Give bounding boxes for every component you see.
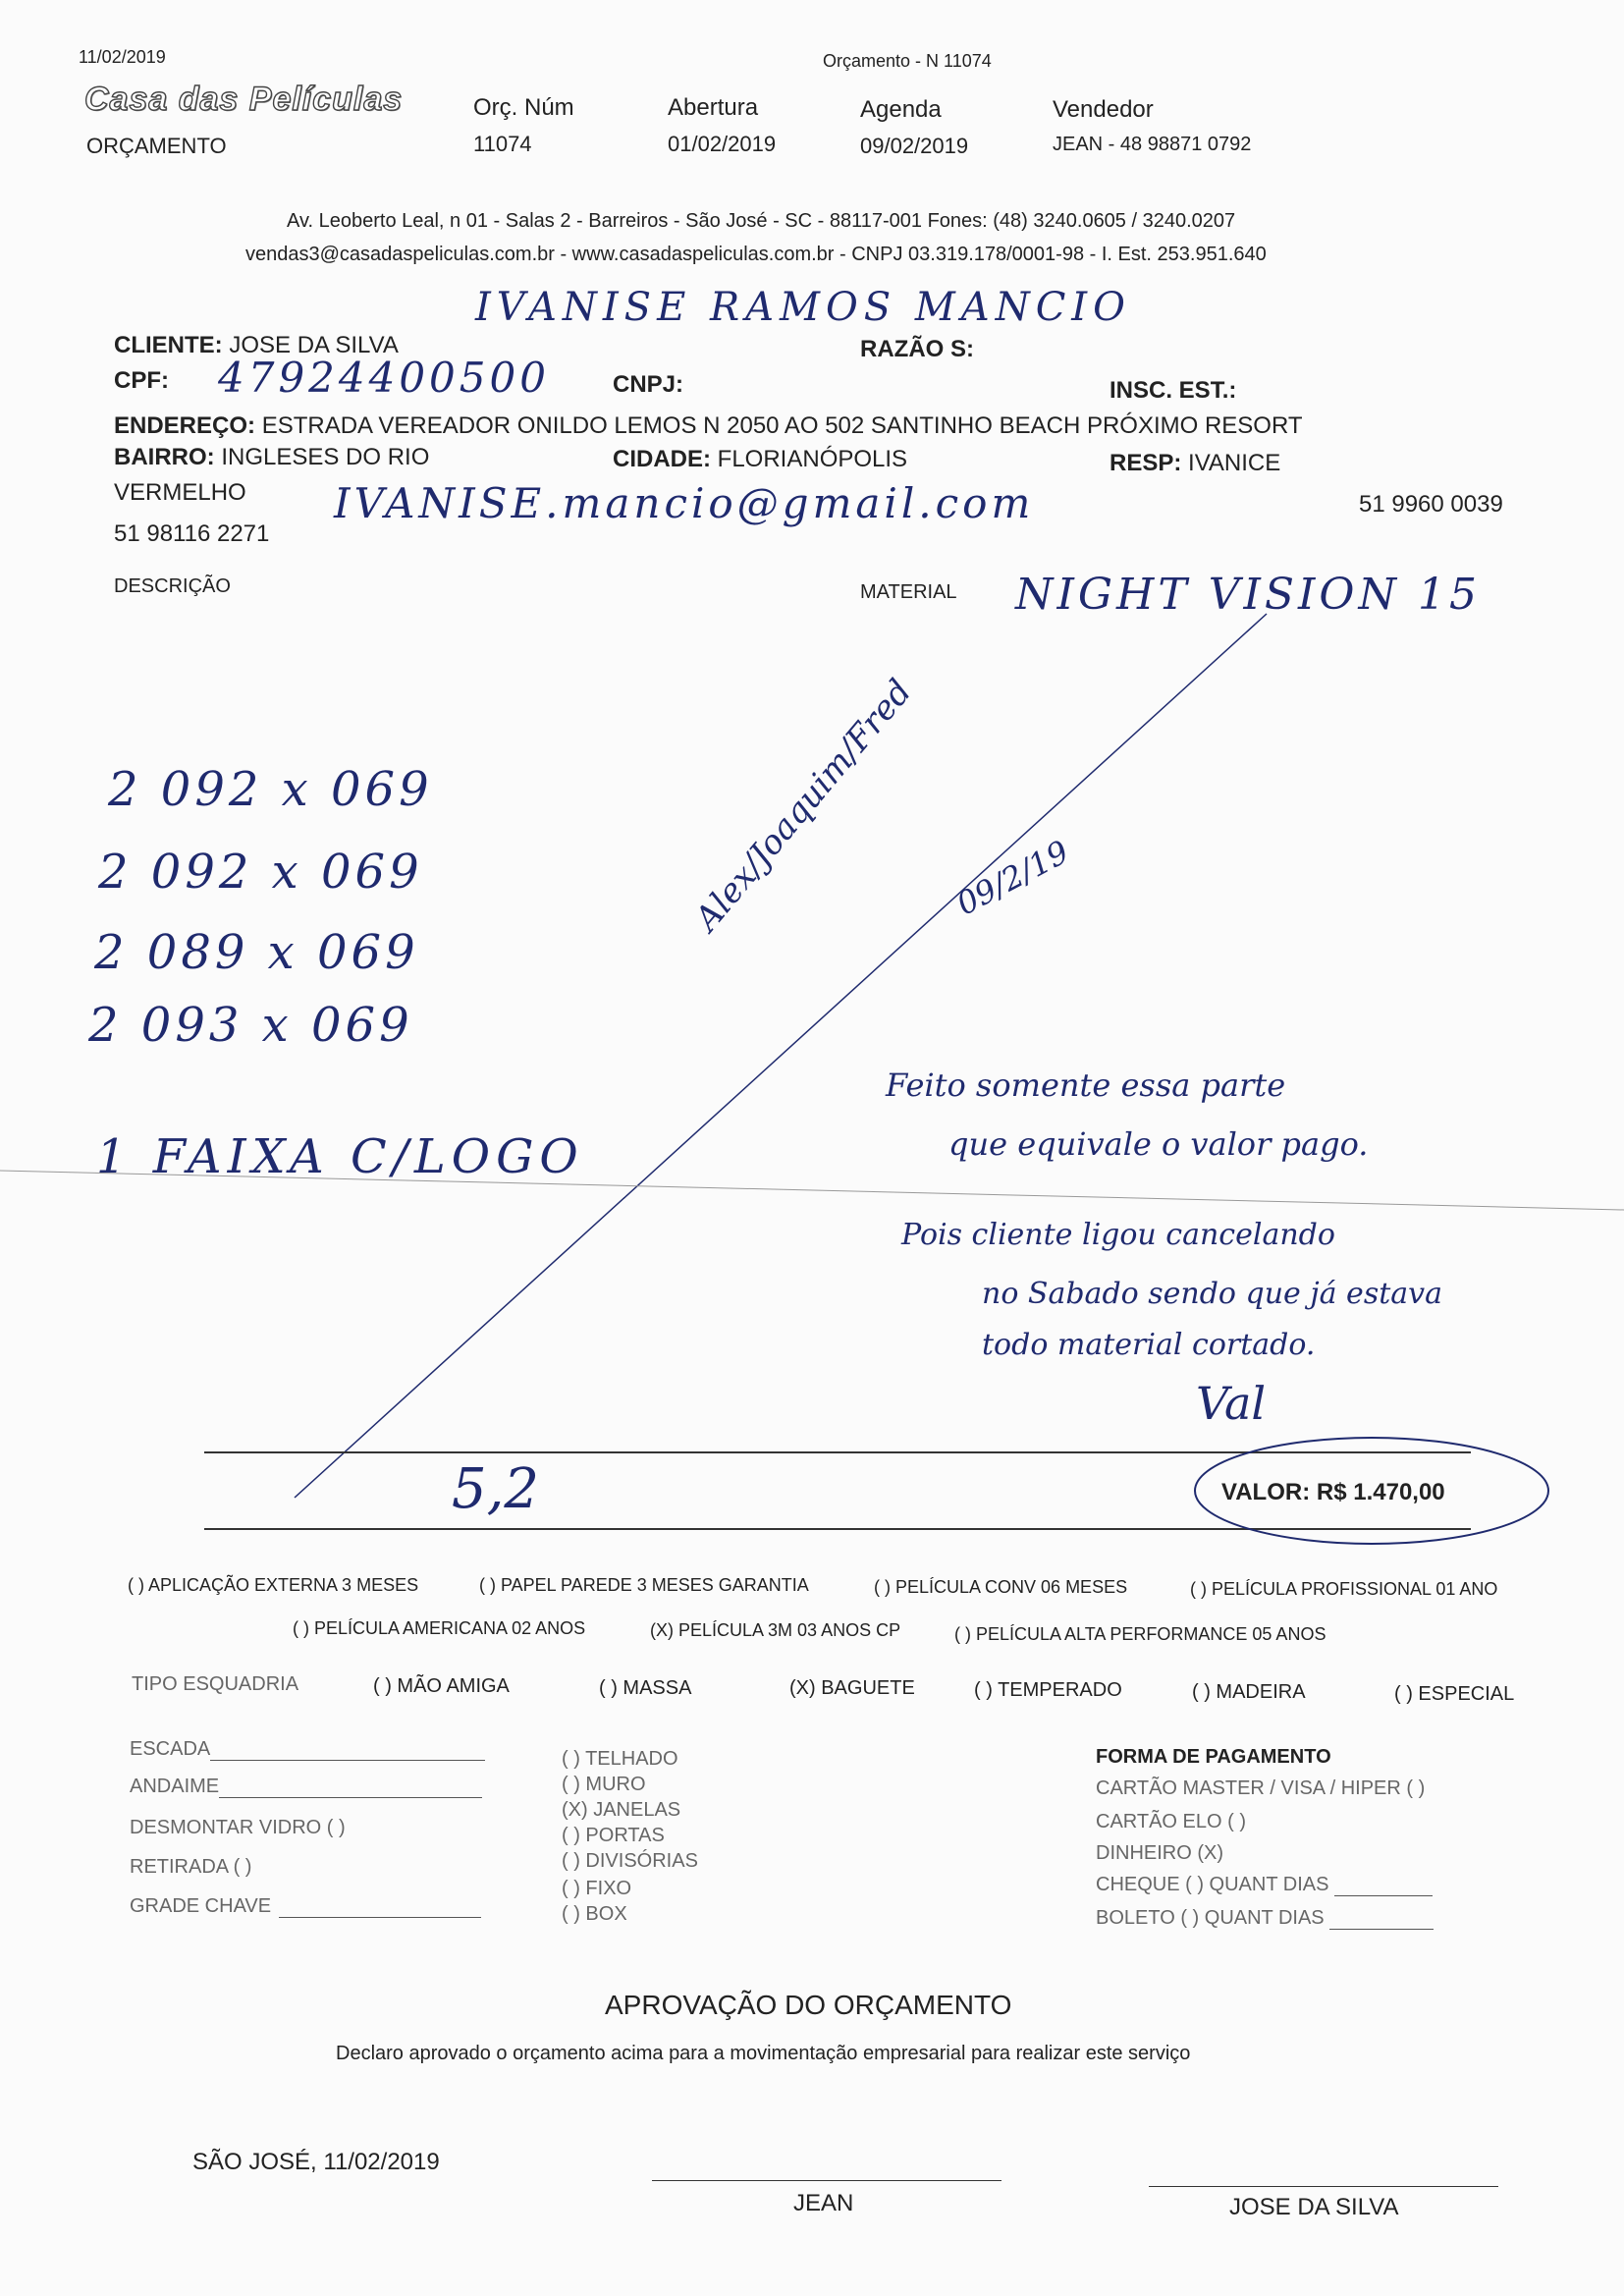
company-address: Av. Leoberto Leal, n 01 - Salas 2 - Barreiros - São José - SC - 88117-001 Fones: (48) 3240.0605 / 3240.0207	[287, 210, 1236, 232]
client-phone-2: 51 9960 0039	[1359, 491, 1503, 518]
signature-seller-name: JEAN	[793, 2190, 854, 2216]
cliente-field: CLIENTE: JOSE DA SILVA	[114, 332, 399, 358]
measure-line-4: 2 093 x 069	[88, 998, 413, 1053]
opt-massa[interactable]: ( ) MASSA	[599, 1677, 692, 1699]
bairro-field: BAIRRO: INGLESES DO RIO	[114, 444, 430, 470]
note-line-2: que equivale o valor pago.	[948, 1125, 1369, 1163]
client-phone-1: 51 98116 2271	[114, 520, 270, 547]
measure-line-3: 2 089 x 069	[94, 925, 419, 980]
faixa-line: 1 FAIXA C/LOGO	[96, 1129, 584, 1184]
opt-portas[interactable]: ( ) PORTAS	[562, 1825, 665, 1846]
bairro-continued: VERMELHO	[114, 479, 246, 506]
agenda-value: 09/02/2019	[860, 134, 969, 158]
approval-text: Declaro aprovado o orçamento acima para a movimentação empresarial para realizar este serviço	[336, 2043, 1191, 2064]
pay-cartao-elo[interactable]: CARTÃO ELO ( )	[1096, 1811, 1246, 1832]
opt-box[interactable]: ( ) BOX	[562, 1903, 627, 1925]
company-contacts: vendas3@casadaspeliculas.com.br - www.casadaspeliculas.com.br - CNPJ 03.319.178/0001-98 - I. Est. 253.951.640	[245, 244, 1267, 265]
opt-pelicula-alta-performance[interactable]: ( ) PELÍCULA ALTA PERFORMANCE 05 ANOS	[954, 1624, 1326, 1644]
opt-especial[interactable]: ( ) ESPECIAL	[1394, 1683, 1515, 1705]
handwritten-diagonal-date: 09/2/19	[950, 833, 1075, 923]
agenda-label: Agenda	[860, 96, 942, 123]
opt-aplicacao-externa[interactable]: ( ) APLICAÇÃO EXTERNA 3 MESES	[128, 1575, 419, 1595]
place-date: SÃO JOSÉ, 11/02/2019	[192, 2149, 440, 2175]
opt-telhado[interactable]: ( ) TELHADO	[562, 1748, 678, 1770]
page-title: Orçamento - N 11074	[823, 51, 992, 71]
andaime-field[interactable]: ANDAIME	[130, 1776, 482, 1798]
abertura-value: 01/02/2019	[668, 132, 777, 156]
note-line-5: todo material cortado.	[982, 1328, 1316, 1362]
opt-madeira[interactable]: ( ) MADEIRA	[1192, 1681, 1306, 1703]
total-value: VALOR: R$ 1.470,00	[1221, 1479, 1445, 1505]
tipo-esquadria-label: TIPO ESQUADRIA	[132, 1673, 299, 1695]
pay-dinheiro[interactable]: DINHEIRO (X)	[1096, 1842, 1223, 1864]
material-label: MATERIAL	[860, 581, 957, 603]
company-logo: Casa das Películas	[84, 81, 404, 118]
handwritten-installers: Alex/Joaquim/Fred	[687, 672, 920, 939]
note-line-4: no Sabado sendo que já estava	[982, 1277, 1442, 1311]
cidade-field: CIDADE: FLORIANÓPOLIS	[613, 446, 908, 472]
signature-client-name: JOSE DA SILVA	[1229, 2194, 1399, 2220]
handwritten-name: IVANISE RAMOS MANCIO	[475, 285, 1131, 330]
note-line-3: Pois cliente ligou cancelando	[901, 1218, 1335, 1252]
abertura-label: Abertura	[668, 94, 759, 121]
orc-num-value: 11074	[473, 132, 532, 156]
orc-num-label: Orç. Núm	[473, 94, 574, 121]
signature-line-client	[1149, 2186, 1498, 2187]
handwritten-cpf: 47924400500	[218, 354, 550, 402]
opt-fixo[interactable]: ( ) FIXO	[562, 1878, 632, 1899]
measure-line-2: 2 092 x 069	[98, 845, 423, 900]
pay-cartao-master[interactable]: CARTÃO MASTER / VISA / HIPER ( )	[1096, 1777, 1426, 1799]
endereco-field: ENDEREÇO: ESTRADA VEREADOR ONILDO LEMOS N 2050 AO 502 SANTINHO BEACH PRÓXIMO RESORT	[114, 412, 1303, 439]
signature-line-seller	[652, 2180, 1001, 2181]
approval-title: APROVAÇÃO DO ORÇAMENTO	[605, 1990, 1012, 2020]
opt-divisorias[interactable]: ( ) DIVISÓRIAS	[562, 1850, 698, 1872]
opt-janelas[interactable]: (X) JANELAS	[562, 1799, 681, 1821]
opt-temperado[interactable]: ( ) TEMPERADO	[974, 1679, 1122, 1701]
vendedor-label: Vendedor	[1053, 96, 1154, 123]
pay-boleto[interactable]: BOLETO ( ) QUANT DIAS	[1096, 1907, 1434, 1930]
measure-line-1: 2 092 x 069	[108, 762, 433, 817]
opt-pelicula-conv[interactable]: ( ) PELÍCULA CONV 06 MESES	[874, 1577, 1128, 1597]
doc-label: ORÇAMENTO	[86, 134, 227, 158]
pay-cheque[interactable]: CHEQUE ( ) QUANT DIAS	[1096, 1874, 1433, 1896]
print-date: 11/02/2019	[79, 47, 166, 67]
descricao-label: DESCRIÇÃO	[114, 575, 231, 597]
opt-papel-parede[interactable]: ( ) PAPEL PAREDE 3 MESES GARANTIA	[479, 1575, 809, 1595]
note-line-1: Feito somente essa parte	[886, 1066, 1286, 1104]
razao-label: RAZÃO S:	[860, 336, 974, 362]
cpf-label: CPF:	[114, 367, 169, 394]
desmontar-vidro-field[interactable]: DESMONTAR VIDRO ( )	[130, 1817, 346, 1838]
grade-chave-field[interactable]: GRADE CHAVE	[130, 1895, 481, 1918]
retirada-field[interactable]: RETIRADA ( )	[130, 1856, 252, 1878]
opt-mao-amiga[interactable]: ( ) MÃO AMIGA	[373, 1675, 510, 1697]
handwritten-signature: Val	[1196, 1377, 1267, 1430]
escada-field[interactable]: ESCADA	[130, 1738, 485, 1761]
opt-muro[interactable]: ( ) MURO	[562, 1774, 646, 1795]
opt-pelicula-3m[interactable]: (X) PELÍCULA 3M 03 ANOS CP	[650, 1620, 901, 1640]
handwritten-area: 5,2	[452, 1457, 540, 1521]
insc-est-label: INSC. EST.:	[1110, 377, 1237, 404]
handwritten-material: NIGHT VISION 15	[1015, 570, 1481, 620]
opt-baguete[interactable]: (X) BAGUETE	[789, 1677, 915, 1699]
payment-title: FORMA DE PAGAMENTO	[1096, 1746, 1331, 1768]
opt-pelicula-profissional[interactable]: ( ) PELÍCULA PROFISSIONAL 01 ANO	[1190, 1579, 1498, 1599]
opt-pelicula-americana[interactable]: ( ) PELÍCULA AMERICANA 02 ANOS	[293, 1618, 586, 1638]
resp-field: RESP: IVANICE	[1110, 450, 1281, 476]
cnpj-label: CNPJ:	[613, 371, 684, 398]
handwritten-email: IVANISE.mancio@gmail.com	[334, 479, 1035, 527]
vendedor-value: JEAN - 48 98871 0792	[1053, 134, 1252, 155]
